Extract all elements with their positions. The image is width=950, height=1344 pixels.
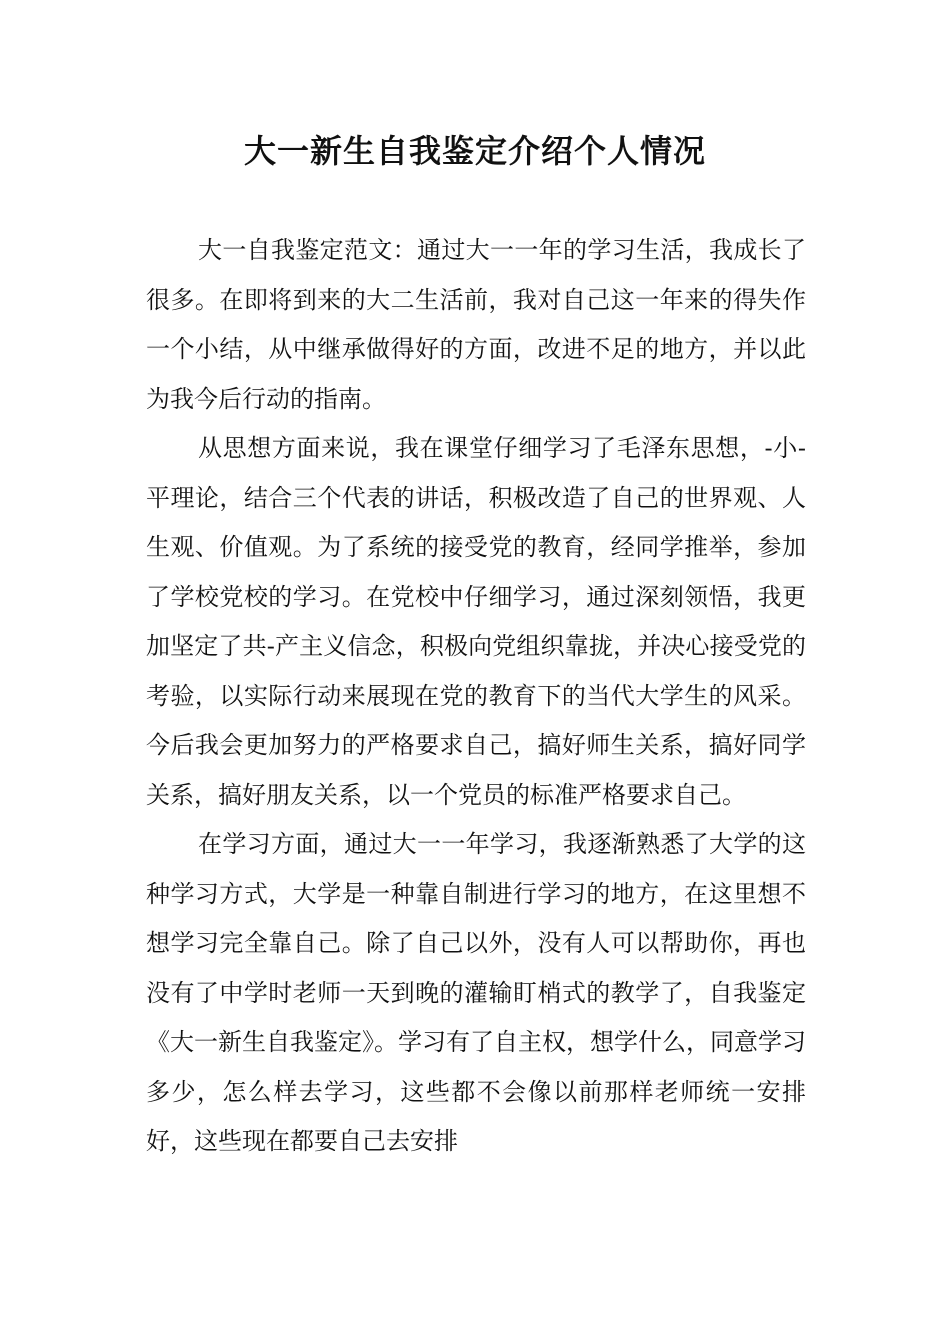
document-body	[146, 226, 806, 1167]
paragraph-ideology: 从思想方面来说，我在课堂仔细学习了毛泽东思想，-小-平理论，结合三个代表的讲话，积极改造了自己的世界观、人生观、价值观。为了系统的接受党的教育，经同学推举，参加了学校党校的学习。在党校中仔细学习，通过深刻领悟，我更加坚定了共-产主义信念，积极向党组织靠拢，并决心接受党的考验，以实际行动来展现在党的教育下的当代大学生的风采。今后我会更加努力的严格要求自己，搞好师生关系，搞好同学关系，搞好朋友关系，以一个党员的标准严格要求自己。	[146, 434, 806, 809]
paragraph-intro: 大一自我鉴定范文：通过大一一年的学习生活，我成长了很多。在即将到来的大二生活前，我对自己这一年来的得失作一个小结，从中继承做得好的方面，改进不足的地方，并以此为我今后行动的指南。	[146, 236, 806, 413]
paragraph-study: 在学习方面，通过大一一年学习，我逐渐熟悉了大学的这种学习方式，大学是一种靠自制进行学习的地方，在这里想不想学习完全靠自己。除了自己以外，没有人可以帮助你，再也没有了中学时老师一天到晚的灌输盯梢式的教学了，自我鉴定《大一新生自我鉴定》。学习有了自主权，想学什么，同意学习多少，怎么样去学习，这些都不会像以前那样老师统一安排好，这些现在都要自己去安排	[146, 830, 806, 1155]
document-title: 大一新生自我鉴定介绍个人情况	[243, 132, 706, 170]
